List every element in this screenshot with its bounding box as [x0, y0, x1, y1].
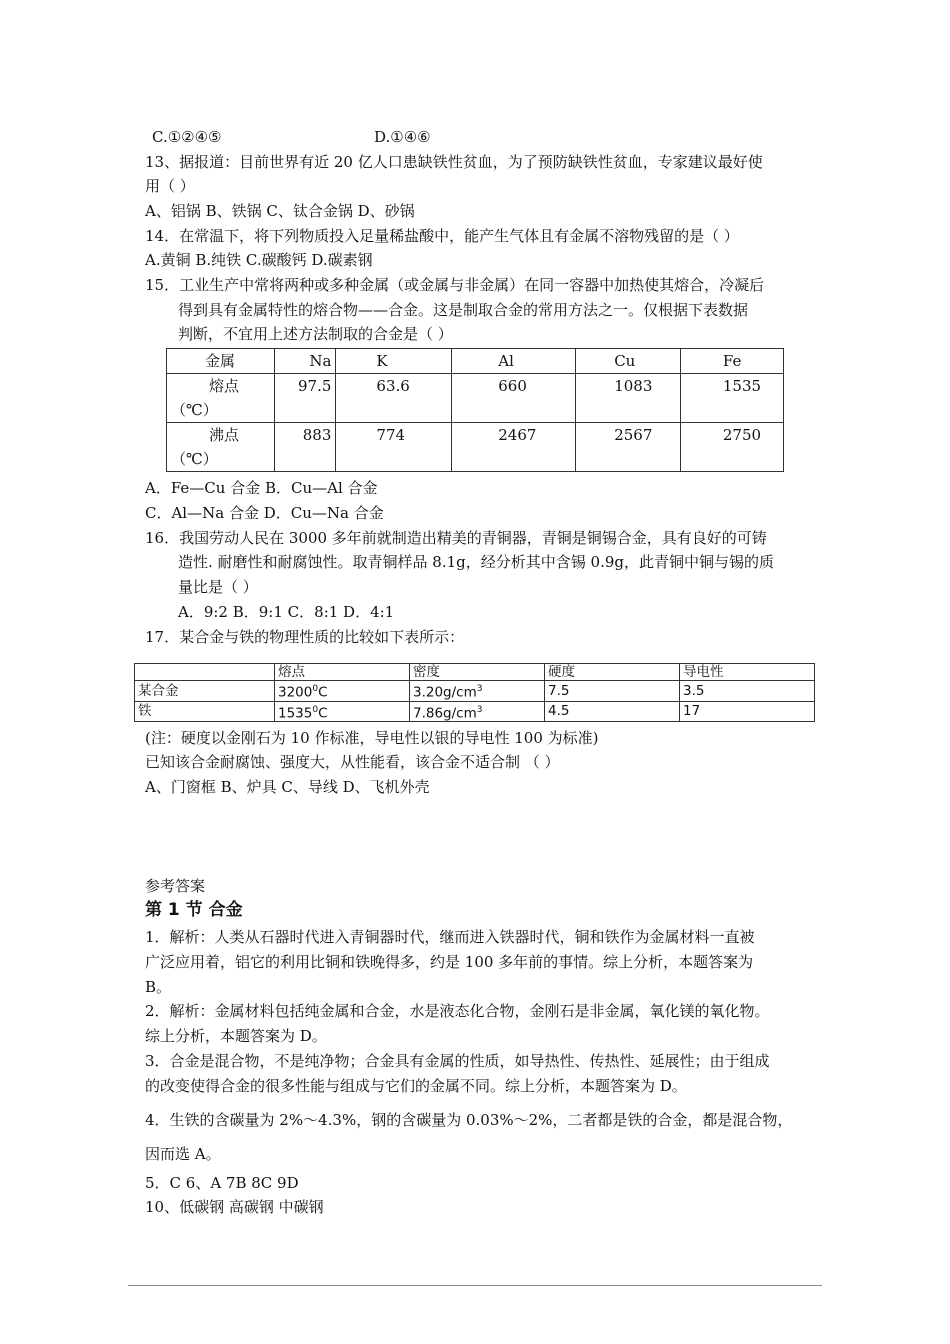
q16-text-3: 量比是（ ）	[178, 578, 258, 596]
answer-4-line-2: 因而选 A。	[145, 1145, 221, 1163]
q14-text: 14．在常温下，将下列物质投入足量稀盐酸中，能产生气体且有金属不溶物残留的是（ ）	[145, 227, 739, 245]
alloy-comparison-table	[134, 663, 815, 722]
q17-text-2: 已知该合金耐腐蚀、强度大，从性能看，该合金不适合制 （ ）	[145, 753, 560, 771]
q13-text-2: 用（ ）	[145, 177, 195, 195]
q13-text-1: 13、据报道：目前世界有近 20 亿人口患缺铁性贫血，为了预防缺铁性贫血，专家建议最好使	[145, 153, 763, 171]
section-title: 第 1 节 合金	[145, 900, 243, 920]
footer-divider	[128, 1285, 822, 1286]
table-row: 金属 Na K Al Cu Fe	[167, 349, 784, 374]
q16-options: A．9:2 B．9:1 C．8:1 D．4:1	[178, 603, 395, 621]
q15-text-2: 得到具有金属特性的熔合物——合金。这是制取合金的常用方法之一。仅根据下表数据	[178, 301, 749, 319]
answer-2-line-1: 2．解析：金属材料包括纯金属和合金，水是液态化合物，金刚石是非金属，氧化镁的氧化物。	[145, 1002, 770, 1020]
answer-3-line-2: 的改变使得合金的很多性能与组成与它们的金属不同。综上分析，本题答案为 D。	[145, 1077, 687, 1095]
answer-1-line-1: 1．解析：人类从石器时代进入青铜器时代，继而进入铁器时代，铜和铁作为金属材料一直被	[145, 928, 755, 946]
q17-note: (注：硬度以金刚石为 10 作标准，导电性以银的导电性 100 为标准)	[145, 729, 599, 747]
answer-5-9: 5．C 6、A 7B 8C 9D	[145, 1174, 299, 1192]
table-row: 铁 1535$^0$C $7.86g/cm^3$ 4.5 17	[135, 701, 815, 722]
answer-3-line-1: 3．合金是混合物，不是纯净物；合金具有金属的性质，如导热性、传热性、延展性；由于组成	[145, 1052, 770, 1070]
metal-properties-table	[166, 348, 784, 472]
table-row: 熔点 （℃） 97.5 63.6 660 1083 1535	[167, 374, 784, 423]
answer-4-line-1: 4．生铁的含碳量为 2%～4.3%，钢的含碳量为 0.03%～2%，二者都是铁的合金，都是混合物，	[145, 1111, 793, 1129]
answer-10: 10、低碳钢 高碳钢 中碳钢	[145, 1198, 324, 1216]
q13-options: A、铝锅 B、铁锅 C、钛合金锅 D、砂锅	[145, 202, 415, 220]
q17-options: A、门窗框 B、炉具 C、导线 D、飞机外壳	[145, 778, 430, 796]
q12-option-c: C.①②④⑤	[152, 128, 222, 146]
q14-options: A.黄铜 B.纯铁 C.碳酸钙 D.碳素钢	[145, 251, 373, 269]
q15-options-1: A．Fe—Cu 合金 B．Cu—Al 合金	[145, 479, 378, 497]
answer-2-line-2: 综上分析，本题答案为 D。	[145, 1027, 327, 1045]
answer-1-line-2: 广泛应用着，铝它的利用比铜和铁晚得多，约是 100 多年前的事情。综上分析，本题答案为	[145, 953, 754, 971]
answers-heading: 参考答案	[145, 877, 206, 895]
q12-option-d: D.①④⑥	[374, 128, 431, 146]
table-row: 沸点 （℃） 883 774 2467 2567 2750	[167, 423, 784, 472]
q17-text: 17．某合金与铁的物理性质的比较如下表所示：	[145, 628, 465, 646]
q15-text-1: 15．工业生产中常将两种或多种金属（或金属与非金属）在同一容器中加热使其熔合，冷凝后	[145, 276, 765, 294]
q15-text-3: 判断，不宜用上述方法制取的合金是（ ）	[178, 325, 453, 343]
answer-1-line-3: B。	[145, 978, 172, 996]
table-row: 某合金 3200$^0$C $3.20g/cm^3$ 7.5 3.5	[135, 681, 815, 702]
q16-text-1: 16．我国劳动人民在 3000 多年前就制造出精美的青铜器，青铜是铜锡合金，具有良好的可铸	[145, 529, 767, 547]
q15-options-2: C．Al—Na 合金 D．Cu—Na 合金	[145, 504, 384, 522]
table-row: 熔点 密度 硬度 导电性	[135, 664, 815, 681]
q16-text-2: 造性. 耐磨性和耐腐蚀性。取青铜样品 8.1g，经分析其中含锡 0.9g，此青铜中铜与锡的质	[178, 553, 774, 571]
